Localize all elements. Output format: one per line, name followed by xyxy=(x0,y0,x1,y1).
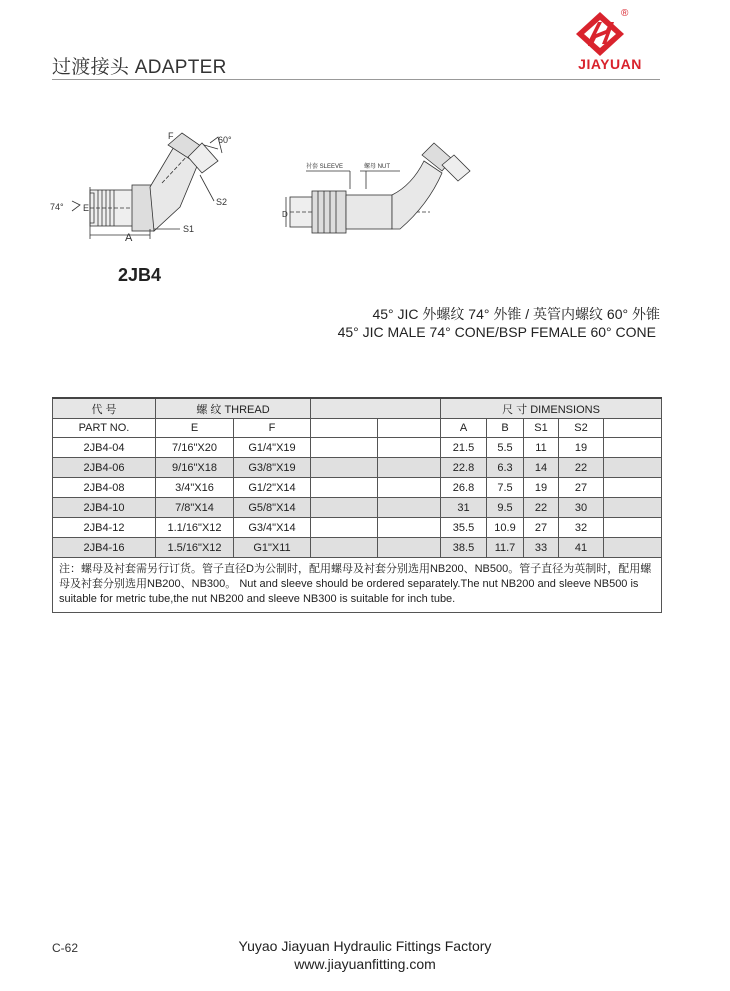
table-row xyxy=(53,438,662,458)
thread-e-cell: 1.1/16"X12 xyxy=(156,518,234,538)
header-e: E xyxy=(156,419,234,438)
thread-f-cell: G5/8"X14 xyxy=(234,498,311,518)
header-blank xyxy=(311,398,441,419)
empty-cell xyxy=(378,518,441,538)
table-row xyxy=(53,498,662,518)
table-row xyxy=(53,478,662,498)
dim-b-cell: 10.9 xyxy=(487,518,524,538)
label-e: E xyxy=(83,203,90,213)
dim-a-cell: 22.8 xyxy=(441,458,487,478)
dim-s2-cell: 27 xyxy=(559,478,604,498)
dim-s1-cell: 14 xyxy=(524,458,559,478)
dim-a-cell: 21.5 xyxy=(441,438,487,458)
registered-mark: ® xyxy=(621,8,629,19)
dim-a-cell: 26.8 xyxy=(441,478,487,498)
table-row xyxy=(53,538,662,558)
specification-table xyxy=(52,397,662,613)
part-no-cell: 2JB4-10 xyxy=(53,498,156,518)
dim-a-cell: 35.5 xyxy=(441,518,487,538)
dim-b-cell: 6.3 xyxy=(487,458,524,478)
header-b: B xyxy=(487,419,524,438)
header-f: F xyxy=(234,419,311,438)
header-empty xyxy=(378,419,441,438)
part-no-cell: 2JB4-04 xyxy=(53,438,156,458)
table-header-group-row xyxy=(53,398,662,419)
dim-s2-cell: 30 xyxy=(559,498,604,518)
thread-f-cell: G3/8"X19 xyxy=(234,458,311,478)
thread-e-cell: 9/16"X18 xyxy=(156,458,234,478)
label-f: F xyxy=(168,131,174,141)
angle-60-label: 60° xyxy=(218,135,232,145)
brand-name: JIAYUAN xyxy=(578,56,642,72)
page-title: 过渡接头 ADAPTER xyxy=(52,57,227,78)
technical-drawing xyxy=(50,125,490,260)
empty-cell xyxy=(378,498,441,518)
empty-cell xyxy=(311,438,378,458)
angle-74-label: 74° xyxy=(50,202,64,212)
empty-cell xyxy=(604,518,662,538)
dim-s1-cell: 22 xyxy=(524,498,559,518)
empty-cell xyxy=(311,498,378,518)
dim-s1-cell: 33 xyxy=(524,538,559,558)
dim-s2-cell: 41 xyxy=(559,538,604,558)
table-header-row xyxy=(53,419,662,438)
dim-s1-cell: 11 xyxy=(524,438,559,458)
empty-cell xyxy=(604,538,662,558)
label-s2: S2 xyxy=(216,197,228,207)
part-no-cell: 2JB4-08 xyxy=(53,478,156,498)
dim-b-cell: 11.7 xyxy=(487,538,524,558)
thread-f-cell: G1/4"X19 xyxy=(234,438,311,458)
header-part-no: PART NO. xyxy=(53,419,156,438)
table-row xyxy=(53,458,662,478)
empty-cell xyxy=(311,458,378,478)
thread-f-cell: G1"X11 xyxy=(234,538,311,558)
empty-cell xyxy=(604,498,662,518)
dim-b-cell: 9.5 xyxy=(487,498,524,518)
description-chinese: 45° JIC 外螺纹 74° 外锥 / 英管内螺纹 60° 外锥 xyxy=(372,306,660,322)
thread-f-cell: G1/2"X14 xyxy=(234,478,311,498)
part-no-cell: 2JB4-16 xyxy=(53,538,156,558)
header-empty xyxy=(311,419,378,438)
empty-cell xyxy=(604,438,662,458)
empty-cell xyxy=(311,478,378,498)
dim-a-cell: 31 xyxy=(441,498,487,518)
empty-cell xyxy=(378,478,441,498)
header-thread: 螺 纹 THREAD xyxy=(156,398,311,419)
empty-cell xyxy=(378,458,441,478)
empty-cell xyxy=(378,538,441,558)
thread-e-cell: 7/8"X14 xyxy=(156,498,234,518)
label-s1: S1 xyxy=(183,224,195,234)
header-divider xyxy=(52,79,660,80)
empty-cell xyxy=(604,458,662,478)
order-note: 注：螺母及衬套需另行订货。管子直径D为公制时，配用螺母及衬套分别选用NB200、NB500。管子直径为英制时，配用螺母及衬套分别选用NB200、NB300。 Nut and sleeve should be ordered separately.The nut NB200 and sleeve NB500 is suitable for metric tube,the nut NB200 and sleeve NB300 is suitable for inch tube. xyxy=(53,558,662,613)
header-empty xyxy=(604,419,662,438)
nut-label: 螺母 NUT xyxy=(364,164,390,170)
header-a: A xyxy=(441,419,487,438)
model-number: 2JB4 xyxy=(118,265,162,285)
header-dimensions: 尺 寸 DIMENSIONS xyxy=(441,398,662,419)
label-d: D xyxy=(282,210,288,219)
empty-cell xyxy=(311,518,378,538)
table-note-row xyxy=(53,558,662,613)
part-no-cell: 2JB4-12 xyxy=(53,518,156,538)
dim-a-cell: 38.5 xyxy=(441,538,487,558)
dim-s2-cell: 32 xyxy=(559,518,604,538)
dim-b-cell: 5.5 xyxy=(487,438,524,458)
description-english: 45° JIC MALE 74° CONE/BSP FEMALE 60° CONE xyxy=(337,324,656,340)
header-s1: S1 xyxy=(524,419,559,438)
website-url: www.jiayuanfitting.com xyxy=(294,956,436,972)
header-s2: S2 xyxy=(559,419,604,438)
dim-s2-cell: 19 xyxy=(559,438,604,458)
dim-b-cell: 7.5 xyxy=(487,478,524,498)
part-no-cell: 2JB4-06 xyxy=(53,458,156,478)
thread-e-cell: 3/4"X16 xyxy=(156,478,234,498)
empty-cell xyxy=(311,538,378,558)
company-name: Yuyao Jiayuan Hydraulic Fittings Factory xyxy=(238,938,492,954)
empty-cell xyxy=(378,438,441,458)
dim-s1-cell: 19 xyxy=(524,478,559,498)
empty-cell xyxy=(604,478,662,498)
header-code: 代 号 xyxy=(53,398,156,419)
thread-f-cell: G3/4"X14 xyxy=(234,518,311,538)
brand-logo xyxy=(560,8,660,74)
label-a: A xyxy=(125,232,133,244)
dim-s2-cell: 22 xyxy=(559,458,604,478)
thread-e-cell: 1.5/16"X12 xyxy=(156,538,234,558)
jiayuan-logo-icon xyxy=(560,8,660,58)
thread-e-cell: 7/16"X20 xyxy=(156,438,234,458)
page-number: C-62 xyxy=(52,941,79,955)
table-row xyxy=(53,518,662,538)
dim-s1-cell: 27 xyxy=(524,518,559,538)
sleeve-label: 衬套 SLEEVE xyxy=(306,164,344,170)
